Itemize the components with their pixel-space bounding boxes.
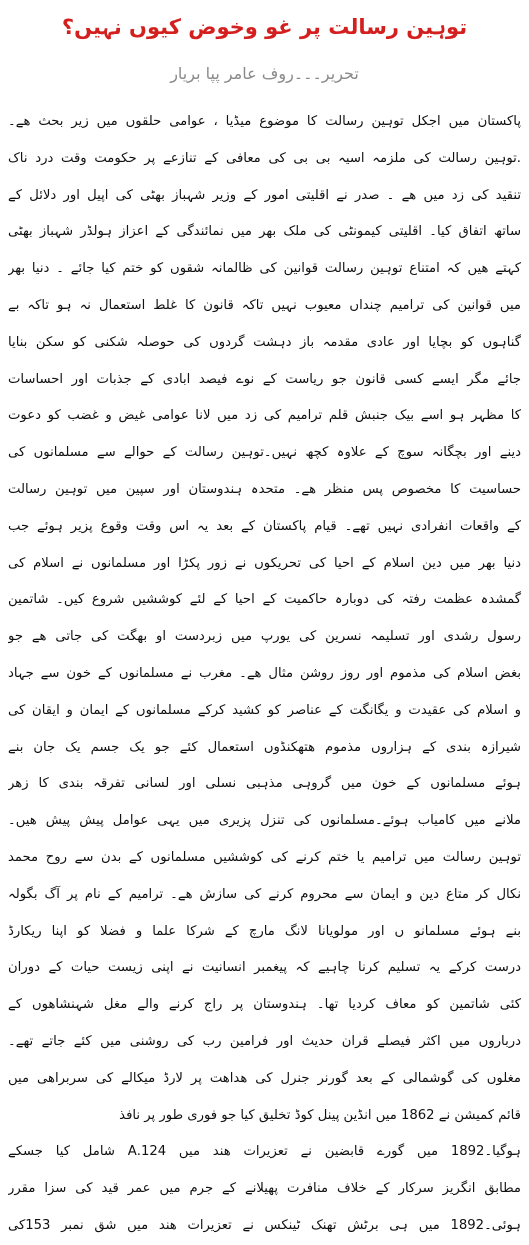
- paragraph-line: رسول رشدی اور تسلیمہ نسرین کی یورپ میں زبردست او بھگت کی جاتی ھے جو: [8, 629, 521, 645]
- paragraph-line: مطابق انگریز سرکار کے خلاف منافرت پھیلانے کے جرم میں عمر قید کی سزا مقرر: [8, 1181, 521, 1197]
- paragraph-line: دینے اور بچگانہ سوچ کے علاوہ کچھ نہیں۔توہین رسالت کے حوالے سے مسلمانوں کی: [8, 445, 521, 461]
- article-byline: تحریر۔۔۔روف عامر پپا بریار: [170, 64, 359, 83]
- paragraph-line: حساسیت کا مخصوص پس منظر ھے۔ متحدہ ہندوستان اور سپین میں توہین رسالت: [8, 481, 521, 497]
- paragraph-line: بنے ہوئے مسلمانو ں اور مولویانا لانگ مارچ کے شرکا علما و فضلا کو اپنا ریکارڈ: [8, 923, 521, 939]
- article-body: [8, 104, 521, 1245]
- paragraph-line: ملانے میں کامیاب ہوئے۔مسلمانوں کی تنزل پزیری میں یہی عوامل پیش پیش ھیں۔: [8, 813, 521, 829]
- paragraph-line: کے واقعات انفرادی نہیں تھے۔ قیام پاکستان کے بعد یہ اس وقت وقوع پزیر ہوئے جب: [8, 518, 521, 534]
- paragraph-line: نکال کر متاع دین و ایمان سے محروم کرنے کی سازش ھے۔ ترامیم کے نام پر آگ بگولہ: [8, 886, 521, 902]
- paragraph-line: توہین رسالت میں ترامیم یا ختم کرنے کی کوششیں مسلمانوں کے بدن سے روح محمد: [8, 849, 521, 865]
- paragraph-line: دنیا بھر میں دین اسلام کے احیا کی تحریکوں نے زور پکڑا اور مسلمانوں نے اسلام کی: [8, 555, 521, 571]
- paragraph-line: پاکستان میں اجکل توہین رسالت کا موضوع میڈیا ، عوامی حلقوں میں زیر بحث ھے۔: [8, 114, 521, 129]
- paragraph-line: ہوئے مسلمانوں کے خون میں گروہی مذہبی نسلی اور لسانی تفرقہ بندی کا زھر: [8, 776, 521, 792]
- paragraph-line: کہتے ھیں کہ امتناع توہین رسالت قوانین کی ظالمانہ شقوں کو ختم کیا جائے ۔ دنیا بھر: [8, 261, 521, 277]
- paragraph-line: کا مظہر ہو اسے بیک جنبش قلم ترامیم کی زد میں لانا عوامی غیض و غضب کو دعوت: [8, 408, 521, 424]
- paragraph-line: و اسلام کی عقیدت و یگانگت کے عناصر کو کشید کرکے مسلمانوں کے ایمان و ایقان کی: [8, 702, 521, 718]
- paragraph-line: تنقید کی زد میں ھے ۔ صدر نے اقلیتی امور کے وزیر شہباز بھٹی کی اپیل اور دلائل کے: [8, 187, 521, 203]
- paragraph-line: گمشدہ عظمت رفتہ کی دوبارہ حاکمیت کے احیا کے لئے کوششیں شروع کیں۔ شاتمین: [8, 592, 521, 608]
- paragraph-line: درست کرکے یہ تسلیم کرنا چاہیے کہ پیغمبر انسانیت نے اپنی زیست حیات کے دوران: [8, 960, 521, 976]
- paragraph-line: .توہین رسالت کی ملزمہ اسیہ بی بی کی معافی کے تنازعے پر حکومت وقت درد ناک: [8, 150, 521, 166]
- paragraph-line: ساتھ اتفاق کیا۔ اقلیتی کیمونٹی کی ملک بھر میں نمائندگی کے اعزاز ہولڈر شہباز بھٹی: [8, 224, 521, 240]
- paragraph-line: گناہوں کو بچایا اور عادی مقدمہ باز دہشت گردوں کی حوصلہ شکنی کو سکن بنایا: [8, 334, 521, 350]
- paragraph-line: جائے مگر ایسے کسی قانون جو ریاست کے نوے فیصد ابادی کے جذبات اور احساسات: [8, 371, 521, 387]
- article-title: توہین رسالت پر غو وخوض کیوں نہیں؟: [61, 15, 468, 39]
- paragraph-line: ہوگیا۔1892 میں گورے قابضین نے تعزیرات ھند میں 124.A شامل کیا جسکے: [8, 1144, 521, 1160]
- paragraph-line: کئی شاتمین کو معاف کردیا تھا۔ ہندوستان پر راج کرنے والے مغل شہنشاھوں کے: [8, 997, 521, 1013]
- paragraph-line: بغض اسلام کی مذموم اور روز روشن مثال ھے۔ مغرب نے مسلمانوں کے خون سے جہاد: [8, 665, 521, 681]
- paragraph-line: قائم کمیشن نے 1862 میں انڈین پینل کوڈ تخلیق کیا جو فوری طور پر نافذ: [119, 1107, 521, 1123]
- paragraph-line: ہوئی۔1892 میں ہی برٹش تھنک ٹینکس نے تعزیرات ھند میں شق نمبر 153کی: [8, 1217, 521, 1233]
- paragraph-line: مغلوں کی گوشمالی کے بعد گورنر جنرل کی ھداھت پر لارڈ میکالے کی سربراھی میں: [8, 1070, 521, 1086]
- paragraph-line: درباروں میں اکثر فیصلے قران حدیث اور فرامین رب کی روشنی میں کئے جاتے تھے۔: [8, 1033, 521, 1049]
- paragraph-line: شیرازہ بندی کے ہزاروں مذموم ھتھکنڈوں استعمال کئے جو یک جسم یک جان بنے: [8, 739, 521, 755]
- paragraph-line: میں قوانین کی ترامیم چنداں معیوب نہیں تاکہ قانون کا غلط استعمال نہ ہو تاکہ بے: [8, 297, 521, 313]
